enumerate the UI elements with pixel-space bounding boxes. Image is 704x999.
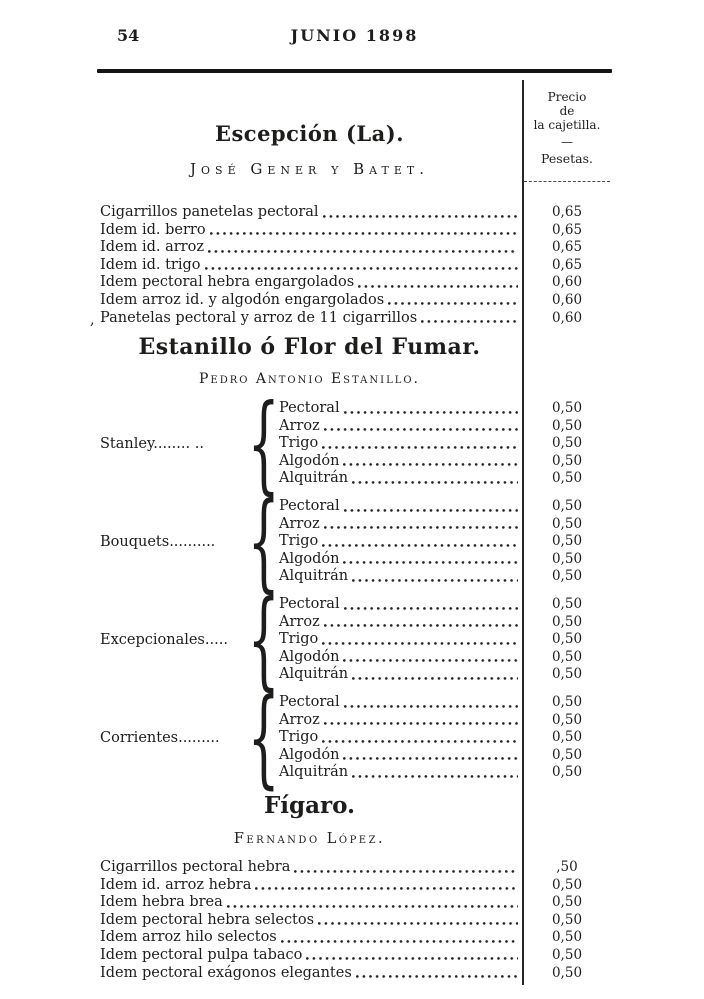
dot-leader [343,453,518,471]
dot-leader [324,516,518,534]
price-row [97,257,612,275]
grouping-brace-icon [247,578,281,702]
row-price: ,50 [556,859,578,875]
item-label: Trigo [279,533,319,550]
row-price: 0,50 [551,929,583,946]
dot-leader [343,747,518,765]
row-price: 0,50 [551,876,583,893]
item-label: Trigo [279,729,319,746]
row-price: 0,50 [551,631,583,648]
item-label: Alquitrán [279,666,349,683]
row-price: 0,65 [551,239,583,256]
brand-group [97,578,612,702]
maker-name: Fernando López. [233,831,386,847]
brace-glyph: { [247,676,281,800]
group-item-list [276,596,612,684]
dot-leader [227,894,518,912]
price-row [276,747,612,765]
dot-leader [322,533,518,551]
row-price: 0,50 [551,729,583,746]
price-row [97,965,612,983]
item-label: Arroz [279,417,320,434]
row-label: Idem pectoral hebra engargolados [100,274,355,291]
row-price: 0,60 [551,274,583,291]
row-label: Cigarrillos pectoral hebra [100,859,291,875]
row-label: Idem id. berro [100,221,206,238]
price-row [276,453,612,471]
group-item-list [276,400,612,488]
print-artifact-mark: , [90,311,95,328]
price-row [276,400,612,418]
price-row [276,764,612,782]
row-label: Idem pectoral pulpa tabaco [100,946,303,963]
row-price: 0,50 [551,648,583,665]
price-header-dash: — [561,135,573,149]
row-price: 0,50 [551,550,583,567]
item-label: Alquitrán [279,764,349,781]
item-label: Pectoral [279,400,340,416]
page-number: 54 [117,26,140,45]
section-title: Fígaro. [263,792,356,819]
price-row [276,551,612,569]
group-label: Stanley........ .. [100,436,204,452]
brand-group [97,480,612,604]
price-row [276,516,612,534]
group-item-list [276,694,612,782]
item-label: Algodón [279,648,340,665]
row-price: 0,50 [551,515,583,532]
group-label: Bouquets.......... [100,534,216,550]
dot-leader [322,631,518,649]
item-label: Arroz [279,613,320,630]
price-row [97,274,612,292]
price-row [276,418,612,436]
price-row [90,309,612,328]
price-row [276,470,612,488]
dot-leader [294,859,518,877]
row-price: 0,65 [551,221,583,238]
row-label: Panetelas pectoral y arroz de 11 cigarrillos [100,309,418,326]
row-price: 0,60 [551,309,583,326]
row-price: 0,65 [551,204,583,220]
dot-leader [255,877,518,895]
row-label: Idem id. trigo [100,256,201,273]
row-label: Idem arroz id. y algodón engargolados [100,291,385,308]
item-label: Algodón [279,452,340,469]
item-label: Alquitrán [279,470,349,487]
dot-leader [205,257,519,275]
product-groups [97,382,612,800]
price-row [276,666,612,684]
price-row [276,568,612,586]
price-row [276,596,612,614]
brand-section [97,792,612,982]
dot-leader [344,400,518,418]
item-label: Pectoral [279,596,340,612]
row-price: 0,50 [551,666,583,683]
price-row [97,947,612,965]
row-price: 0,50 [551,452,583,469]
issue-header: JUNIO 1898 [290,26,419,45]
grouping-brace-icon [247,382,281,506]
dot-leader [344,596,518,614]
row-price: 0,50 [551,764,583,781]
brand-group [97,382,612,506]
price-row [97,859,612,877]
row-label: Idem id. arroz hebra [100,876,252,893]
brace-glyph: { [247,480,281,604]
price-header-line-2: de [559,104,575,118]
dot-leader [210,222,518,240]
dot-leader [322,729,518,747]
item-label: Algodón [279,746,340,763]
price-row [97,292,612,310]
price-row [97,204,612,222]
row-label: Cigarrillos panetelas pectoral [100,204,319,220]
row-price: 0,50 [551,435,583,452]
row-price: 0,50 [551,533,583,550]
row-price: 0,50 [551,400,583,416]
price-row [97,912,612,930]
maker-name: José Gener y Batet. [190,160,429,178]
brand-section [90,120,612,328]
item-label: Trigo [279,435,319,452]
price-row [276,712,612,730]
dot-leader [421,310,518,328]
price-row [97,239,612,257]
item-label: Algodón [279,550,340,567]
row-price: 0,50 [551,894,583,911]
dot-leader [318,912,518,930]
item-label: Arroz [279,515,320,532]
row-label: Idem hebra brea [100,894,223,911]
group-item-list [276,498,612,586]
price-row [97,222,612,240]
maker-name: Pedro Antonio Estanillo. [198,371,421,387]
price-row [276,631,612,649]
section-title: Estanillo ó Flor del Fumar. [138,334,481,360]
price-row [276,498,612,516]
grouping-brace-icon [247,676,281,800]
price-row [276,435,612,453]
dot-leader [344,694,518,712]
grouping-brace-icon [247,480,281,604]
dot-leader [306,947,518,965]
item-label: Trigo [279,631,319,648]
dot-leader [208,239,518,257]
dot-leader [281,929,518,947]
price-header-line-1: Precio [547,90,587,104]
row-price: 0,50 [551,417,583,434]
dot-leader [324,712,518,730]
dot-leader [352,470,518,488]
dot-leader [343,551,518,569]
price-row [276,649,612,667]
dot-leader [324,418,518,436]
section-title: Escepción (La). [214,121,405,146]
item-label: Pectoral [279,498,340,514]
dot-leader [324,614,518,632]
price-row [97,929,612,947]
row-price: 0,50 [551,694,583,710]
dot-leader [358,274,518,292]
row-price: 0,50 [551,596,583,612]
row-price: 0,50 [551,964,583,981]
price-row [276,533,612,551]
dot-leader [352,666,518,684]
row-label: Idem arroz hilo selectos [100,929,277,946]
dot-leader [343,649,518,667]
row-price: 0,50 [551,568,583,585]
dot-leader [344,498,518,516]
group-label: Excepcionales..... [100,632,228,648]
price-row [97,877,612,895]
price-header-line-3: la cajetilla. [533,118,601,132]
brace-glyph: { [247,382,281,506]
product-list [90,204,612,328]
brand-section [97,334,612,800]
item-label: Pectoral [279,694,340,710]
dot-leader [388,292,518,310]
row-price: 0,50 [551,946,583,963]
dot-leader [352,568,518,586]
product-list [97,859,612,982]
row-price: 0,50 [551,711,583,728]
item-label: Arroz [279,711,320,728]
group-label: Corrientes......... [100,730,220,746]
row-price: 0,50 [551,911,583,928]
price-row [97,894,612,912]
row-label: Idem pectoral exágonos elegantes [100,964,352,981]
row-label: Idem id. arroz [100,239,204,256]
row-price: 0,50 [551,746,583,763]
row-price: 0,50 [551,470,583,487]
row-price: 0,65 [551,256,583,273]
row-price: 0,60 [551,291,583,308]
price-row [276,729,612,747]
dot-leader [323,204,518,222]
price-table [90,80,612,995]
price-row [276,694,612,712]
header-rule [97,69,612,73]
row-price: 0,50 [551,613,583,630]
dot-leader [356,965,518,983]
dot-leader [322,435,518,453]
dot-leader [352,764,518,782]
brand-group [97,676,612,800]
price-header-unit: Pesetas. [541,151,593,166]
row-label: Idem pectoral hebra selectos [100,911,315,928]
row-price: 0,50 [551,498,583,514]
brace-glyph: { [247,578,281,702]
price-row [276,614,612,632]
item-label: Alquitrán [279,568,349,585]
